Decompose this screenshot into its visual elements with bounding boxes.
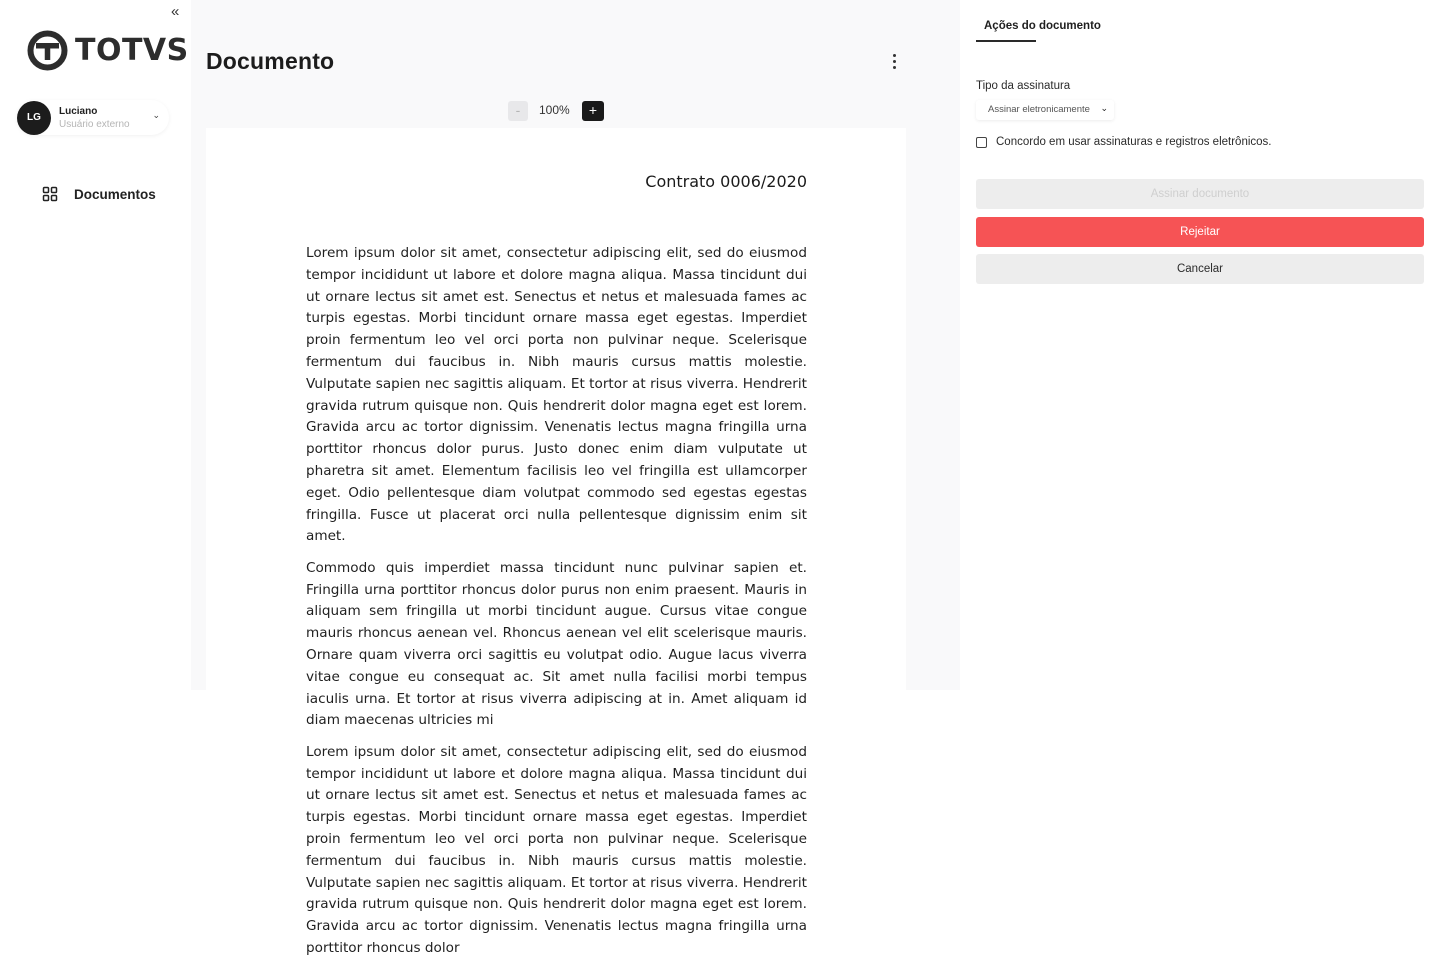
agree-label: Concordo em usar assinaturas e registros eletrônicos.	[996, 136, 1272, 148]
signature-type-value: Assinar eletronicamente	[988, 104, 1090, 115]
sidebar-item-documentos[interactable]	[42, 186, 156, 202]
tab-label: Ações do documento	[984, 20, 1101, 32]
zoom-out-button[interactable]: -	[508, 101, 528, 121]
agree-row	[976, 136, 1272, 148]
user-role: Usuário externo	[59, 118, 130, 130]
sign-document-button[interactable]: Assinar documento	[976, 179, 1424, 209]
totvs-logo-icon	[27, 30, 68, 71]
document-paragraph: Lorem ipsum dolor sit amet, consectetur adipiscing elit, sed do eiusmod tempor incididunt ut labore et dolore magna aliqua. Massa tincidunt dui ut ornare lectus sit amet est. Senectus et netus et malesuada fames ac turpis egestas. Morbi tincidunt ornare massa eget egestas. Imperdiet proin fermentum leo vel orci porta non pulvinar neque. Scelerisque fermentum dui faucibus in. Nibh mauris cursus mattis molestie. Vulputate sapien nec sagittis aliquam. Et tortor at risus viverra. Hendrerit gravida rutrum quisque non. Quis hendrerit dolor magna eget est lorem. Gravida arcu ac tortor dignissim. Venenatis lectus magna fringilla urna porttitor rhoncus dolor	[306, 743, 807, 956]
grid-icon	[42, 186, 58, 202]
collapse-sidebar-icon[interactable]: «	[171, 3, 180, 20]
signature-type-label: Tipo da assinatura	[976, 80, 1071, 92]
zoom-level: 100%	[539, 103, 570, 117]
cancel-button[interactable]: Cancelar	[976, 254, 1424, 284]
page-title: Documento	[206, 48, 335, 74]
document-body	[306, 243, 807, 969]
sidebar-item-label: Documentos	[74, 186, 156, 202]
totvs-logo	[27, 30, 189, 71]
avatar: LG	[17, 101, 51, 135]
sidebar	[0, 0, 191, 900]
user-info	[59, 105, 130, 131]
reject-button[interactable]: Rejeitar	[976, 217, 1424, 247]
document-paragraph: Commodo quis imperdiet massa tincidunt nunc pulvinar sapien et. Fringilla urna porttitor rhoncus dolor purus non enim praesent. Mauris in aliquam sem fringilla ut morbi tincidunt augue. Cursus vitae congue mauris rhoncus aenean vel. Rhoncus aenean vel elit scelerisque mauris. Ornare quam viverra orci sagittis eu volutpat odio. Augue lacus viverra vitae congue eu consequat ac. Sit amet nulla facilisi morbi tempus iaculis urna. Et tortor at risus viverra adipiscing at in. Amet aliquam id diam maecenas ultricies mi	[306, 559, 807, 729]
user-menu[interactable]	[17, 100, 169, 135]
agree-checkbox[interactable]	[976, 137, 987, 148]
logo-text: TOTVS	[75, 33, 189, 68]
zoom-in-button[interactable]: +	[582, 101, 604, 121]
tab-document-actions[interactable]	[976, 20, 1101, 44]
contract-title: Contrato 0006/2020	[645, 172, 807, 191]
user-name: Luciano	[59, 105, 98, 117]
document-paragraph: Lorem ipsum dolor sit amet, consectetur adipiscing elit, sed do eiusmod tempor incididunt ut labore et dolore magna aliqua. Massa tincidunt dui ut ornare lectus sit amet est. Senectus et netus et malesuada fames ac turpis egestas. Morbi tincidunt ornare massa eget egestas. Imperdiet proin fermentum leo vel orci porta non pulvinar neque. Scelerisque fermentum dui faucibus in. Nibh mauris cursus mattis molestie. Vulputate sapien nec sagittis aliquam. Et tortor at risus viverra. Hendrerit gravida rutrum quisque non. Quis hendrerit dolor magna eget est lorem. Gravida arcu ac tortor dignissim. Venenatis lectus magna fringilla urna porttitor rhoncus dolor purus. Justo donec enim diam vulputate ut pharetra sit amet. Elementum facilisis leo vel fringilla est ullamcorper eget. Odio pellentesque diam volutpat commodo sed egestas egestas fringilla. Fusce ut placerat orci nulla pellentesque dignissim enim sit amet.	[306, 245, 807, 545]
chevron-down-icon: ⌄	[1100, 103, 1108, 113]
more-options-icon[interactable]	[887, 54, 901, 74]
tab-underline	[976, 40, 1036, 42]
chevron-down-icon: ⌄	[152, 110, 160, 120]
signature-type-select[interactable]	[976, 100, 1114, 120]
document-actions-panel	[960, 0, 1440, 900]
